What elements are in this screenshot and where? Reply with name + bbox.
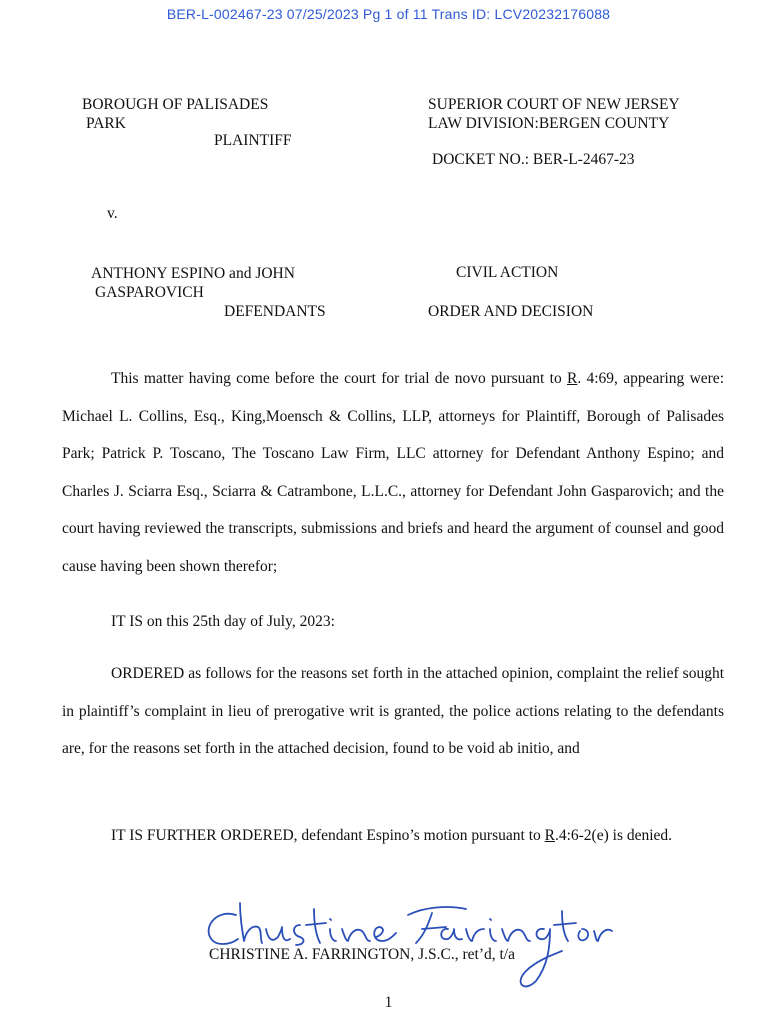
signer-name: CHRISTINE A. FARRINGTON, J.S.C., ret’d, t/a — [209, 946, 515, 963]
plaintiff-name — [82, 95, 312, 133]
plaintiff-label: PLAINTIFF — [214, 132, 292, 149]
plaintiff-name-line1: BOROUGH OF PALISADES — [82, 96, 269, 113]
action-type: CIVIL ACTION — [456, 264, 559, 281]
filing-stamp: BER-L-002467-23 07/25/2023 Pg 1 of 11 Trans ID: LCV20232176088 — [166, 6, 611, 22]
p4-text-before-rule: IT IS FURTHER ORDERED, defendant Espino’s motion pursuant to — [111, 827, 545, 844]
defendants-label: DEFENDANTS — [224, 303, 326, 320]
docket-number: DOCKET NO.: BER-L-2467-23 — [432, 151, 635, 168]
plaintiff-name-line2: PARK — [86, 115, 126, 132]
defendant-names-line1: ANTHONY ESPINO and JOHN — [91, 265, 295, 282]
paragraph-further-ordered — [62, 817, 724, 855]
paragraph-date: IT IS on this 25th day of July, 2023: — [111, 613, 335, 630]
court-name-line2: LAW DIVISION:BERGEN COUNTY — [428, 115, 670, 132]
court-name-line1: SUPERIOR COURT OF NEW JERSEY — [428, 96, 680, 113]
page-number: 1 — [384, 994, 393, 1011]
p1-rule-reference: R — [566, 370, 578, 387]
court-name — [428, 95, 758, 133]
defendant-names — [91, 264, 351, 302]
p4-text-after-rule: .4:6-2(e) is denied. — [554, 827, 673, 844]
versus-label: v. — [107, 205, 118, 222]
paragraph-ordered: ORDERED as follows for the reasons set forth in the attached opinion, complaint the relief sought in plaintiff’s complaint in lieu of prerogative writ is granted, the police actions relating to the defendants are, for the reasons set forth in the attached decision, found to be void ab initio, and — [62, 665, 724, 757]
p1-text-before-rule: This matter having come before the court for trial de novo pursuant to — [111, 370, 567, 387]
p1-text-after-rule: . 4:69, appearing were: Michael L. Collins, Esq., King,Moensch & Collins, LLP, attorneys for Plaintiff, Borough of Palisades Park; Patrick P. Toscano, The Toscano Law Firm, LLC attorney for Defendant Anthony Espino; and Charles J. Sciarra Esq., Sciarra & Catrambone, L.L.C., attorney for Defendant John Gasparovich; and the court having reviewed the transcripts, submissions and briefs and heard the argument of counsel and good cause having been shown therefor; — [62, 370, 724, 575]
paragraph-appearances — [62, 360, 724, 585]
p4-rule-reference: R — [544, 827, 555, 844]
defendant-names-line2: GASPAROVICH — [95, 284, 204, 301]
document-title: ORDER AND DECISION — [428, 303, 594, 320]
